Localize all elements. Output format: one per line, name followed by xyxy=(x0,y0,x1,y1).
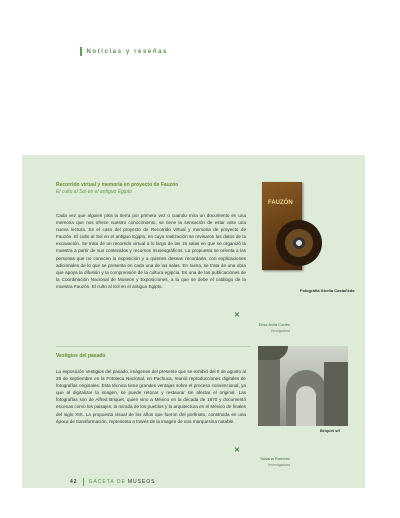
article-1-caption: Fotografía Gheña Castañeda xyxy=(300,288,355,293)
article-2-role: Investigadora xyxy=(268,463,290,467)
footer-bar xyxy=(83,478,84,486)
magazine-name-bold: GACETA DE xyxy=(88,479,126,485)
article-2-body: La exposición Vestigios del pasado, imágenes del presente que se exhibió del 8 de agosto al 28 de septiembre en la Fototeca Nacional, en Pachuca, reunió reproducciones digitales de fotografías originales. Esta técnica tiene grandes ventajas sobre el proceso convencional, ya que al digitalizar la imagen, se puede retocar y restaurar sin afectar el original. Las fotografías son de Alfred Briquet, quien vino a México en la década de 1870 y documentó escenas como los paisajes, la mirada de los pueblos y la arquitectura en el México de finales del siglo XIX. La propuesta visual de los años que fueron del porfiriato, construida en una época de transformación, representa a través de la imagen de una marquesina notable. xyxy=(56,369,246,424)
article-1-body: Cada vez que alguien pisa la tierra por primera vez o cuando mira un documento en una memoria que nos ofrece nuestro conocimiento, se tiene la sensación de estar ante una nueva lectura. Es el caso del proyecto de Recorrido virtual y memoria de proyecto de Fauzón. El culto al Sol en el antiguo Egipto, en cuya realización se revisaron los datos de la excavación. Se trata de un recorrido virtual a lo largo de las 15 salas en que se organizó la muestra a partir de sus contenidos y recursos museográficos. La propuesta se orienta a las personas que no conocen la exposición y a quienes desean recordarla, con explicaciones adicionales de lo que se presenta en cada una de las salas. En suma, se trata de una obra que apoya la difusión y la comprensión de la cultura egipcia. Es una de las publicaciones de la Coordinación Nacional de Museos y Exposiciones, a la que se debe el catálogo de la muestra Fauzón. El culto al Sol en el antiguo Egipto. xyxy=(56,213,246,289)
section-header xyxy=(80,47,168,56)
article-1-author: Elisa Ávila Cortés xyxy=(258,322,290,327)
article-separator xyxy=(56,346,251,347)
page-footer xyxy=(70,478,155,486)
article-1-role: Divulgadora xyxy=(270,329,290,333)
magazine-name xyxy=(89,479,156,485)
article-2-caption: Briquet s/f xyxy=(320,428,340,433)
article-2-author-block xyxy=(260,456,290,468)
section-bar xyxy=(80,47,82,56)
book-cover-image xyxy=(262,182,330,274)
end-mark-icon: ✕ xyxy=(234,312,240,319)
end-mark-icon: ✕ xyxy=(234,447,240,454)
page-number: 42 xyxy=(70,479,78,485)
cover-title: FAUZÓN xyxy=(268,200,293,206)
article-1-heading xyxy=(56,182,236,196)
ruins-photo xyxy=(258,346,348,426)
article-1-author-block xyxy=(259,322,290,334)
article-2-title: Vestigios del pasado xyxy=(56,353,106,359)
article-2-author: Susana Ramírez xyxy=(260,456,290,461)
magazine-name-light: MUSEOS xyxy=(127,479,156,485)
cd-disc xyxy=(276,220,322,266)
article-1-title: Recorrido virtual y memoria en proyecto de Fauzón xyxy=(56,182,179,188)
section-title: Noticias y reseñas xyxy=(86,48,168,55)
article-1-subtitle: El culto al Sol en el antiguo Egipto xyxy=(56,189,132,195)
